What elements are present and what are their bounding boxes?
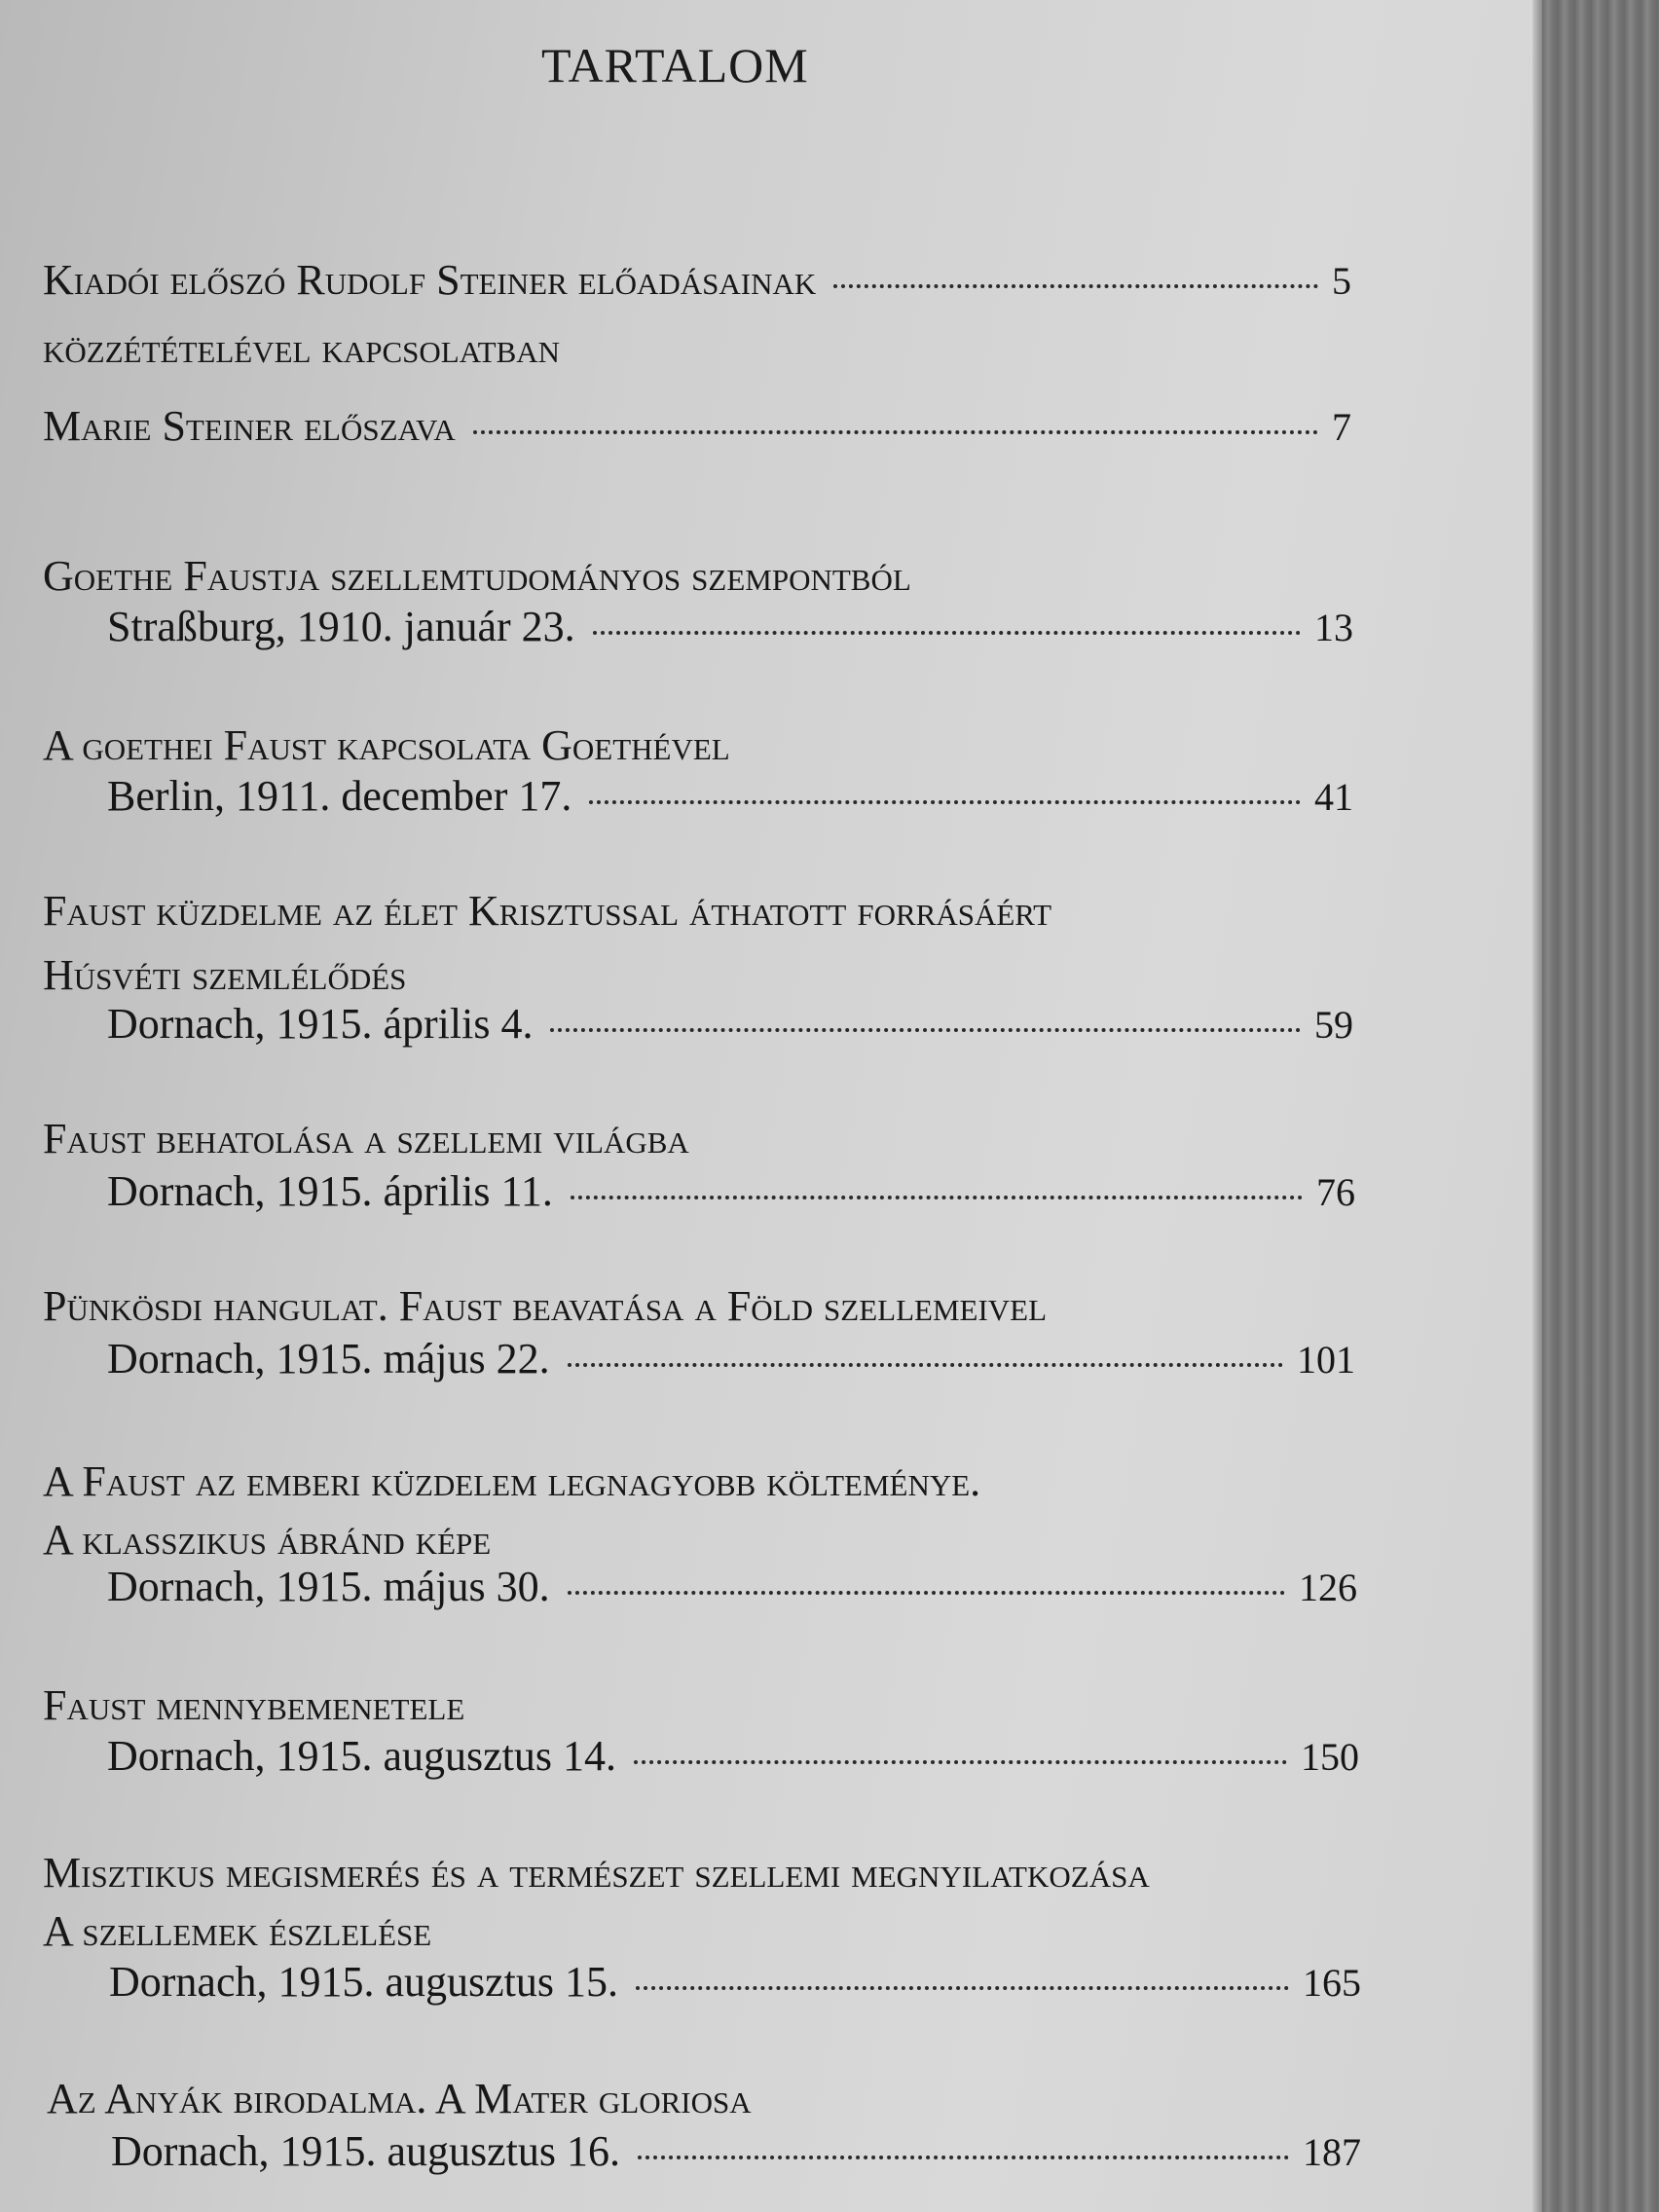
toc-heading: A Faust az emberi küzdelem legnagyobb költeménye. <box>43 1457 981 1505</box>
toc-heading: közzétételével kapcsolatban <box>43 324 561 372</box>
toc-entry-lecture <box>107 1562 1357 1611</box>
toc-entry-lecture <box>109 1957 1361 2007</box>
dot-leader <box>571 1196 1303 1199</box>
page-number: 165 <box>1303 1961 1361 2005</box>
toc-entry-foreword-publisher <box>43 255 1351 305</box>
toc-heading: Pünkösdi hangulat. Faust beavatása a Föld szellemeivel <box>43 1282 1048 1330</box>
toc-heading: Húsvéti szemlélődés <box>43 951 407 999</box>
toc-heading: Az Anyák birodalma. A Mater gloriosa <box>47 2075 752 2122</box>
toc-heading: Faust mennybemenetele <box>43 1681 465 1729</box>
page-number: 126 <box>1299 1566 1357 1609</box>
dot-leader <box>636 1986 1289 1990</box>
place-date: Dornach, 1915. augusztus 16. <box>111 2127 621 2175</box>
page-number: 59 <box>1314 1003 1353 1047</box>
toc-heading: Faust behatolása a szellemi világba <box>43 1115 689 1162</box>
toc-entry-lecture <box>107 999 1353 1049</box>
dot-leader <box>568 1363 1283 1367</box>
page-number: 13 <box>1314 606 1353 649</box>
toc-heading: Marie Steiner előszava <box>43 402 456 450</box>
dot-leader <box>550 1028 1301 1032</box>
toc-entry-lecture <box>111 2126 1361 2176</box>
place-date: Berlin, 1911. december 17. <box>107 772 572 820</box>
dot-leader <box>593 631 1301 635</box>
toc-entry-lecture <box>107 1166 1355 1216</box>
toc-heading: Kiadói előszó Rudolf Steiner előadásainak <box>43 256 817 304</box>
page-number: 76 <box>1316 1170 1355 1214</box>
toc-heading: A szellemek észlelése <box>43 1907 432 1955</box>
page-number: 187 <box>1303 2130 1361 2174</box>
toc-heading: A klasszikus ábránd képe <box>43 1516 492 1564</box>
toc-entry-foreword-marie <box>43 401 1351 451</box>
toc-heading: Misztikus megismerés és a természet szellemi megnyilatkozása <box>43 1849 1150 1897</box>
page-number: 7 <box>1332 405 1351 449</box>
toc-entry-lecture <box>107 1731 1359 1781</box>
place-date: Dornach, 1915. május 22. <box>107 1335 550 1382</box>
place-date: Dornach, 1915. május 30. <box>107 1563 550 1610</box>
place-date: Straßburg, 1910. január 23. <box>107 603 575 650</box>
place-date: Dornach, 1915. augusztus 14. <box>107 1732 617 1780</box>
dot-leader <box>568 1591 1285 1595</box>
place-date: Dornach, 1915. augusztus 15. <box>109 1958 619 2006</box>
dot-leader <box>638 2156 1289 2159</box>
dot-leader <box>589 800 1301 804</box>
toc-heading: Goethe Faustja szellemtudományos szempontból <box>43 552 911 600</box>
page-edge <box>1532 0 1542 2212</box>
page-number: 5 <box>1332 259 1351 303</box>
dot-leader <box>634 1760 1287 1764</box>
page-number: 150 <box>1301 1735 1359 1779</box>
page-number: 101 <box>1297 1338 1355 1382</box>
background-surface <box>1542 0 1659 2212</box>
toc-heading: Faust küzdelme az élet Krisztussal áthatott forrásáért <box>43 887 1052 935</box>
page-number: 41 <box>1314 775 1353 819</box>
dot-leader <box>833 284 1318 288</box>
toc-entry-lecture <box>107 1334 1355 1383</box>
place-date: Dornach, 1915. április 11. <box>107 1167 553 1215</box>
page-title: TARTALOM <box>541 38 809 92</box>
toc-entry-lecture <box>107 771 1353 821</box>
dot-leader <box>473 430 1318 434</box>
toc-entry-lecture <box>107 602 1353 651</box>
place-date: Dornach, 1915. április 4. <box>107 1000 534 1048</box>
toc-heading: A goethei Faust kapcsolata Goethével <box>43 721 730 769</box>
